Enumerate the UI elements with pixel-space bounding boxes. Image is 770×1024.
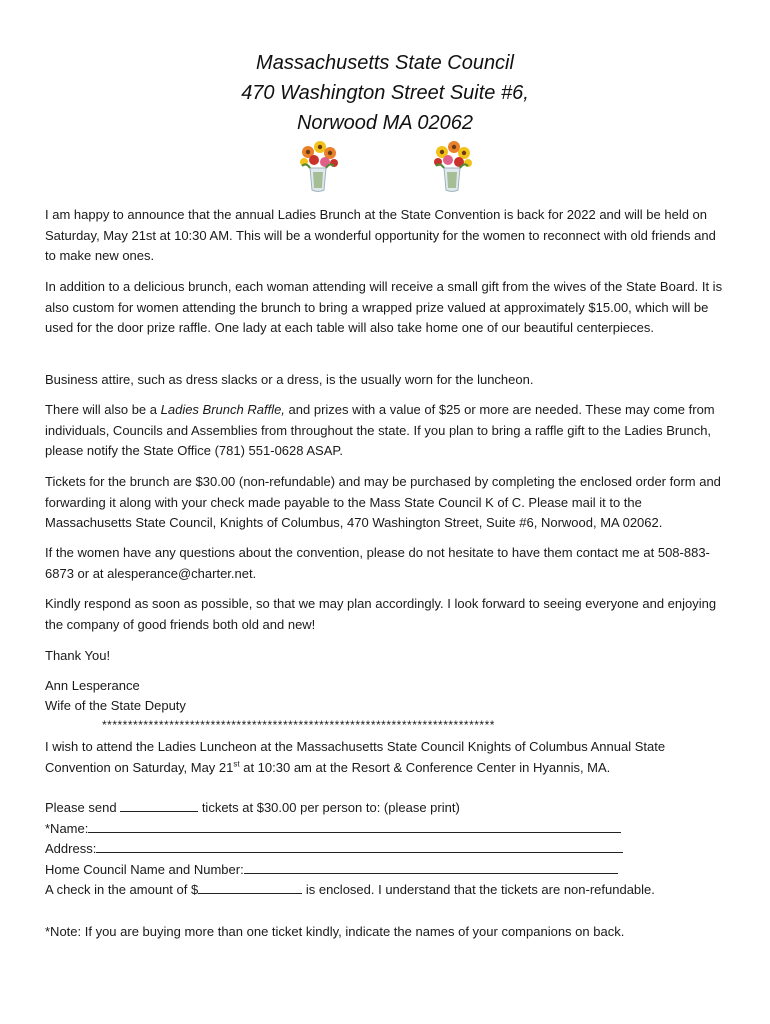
- address-label: Address:: [45, 841, 97, 856]
- name-label: *Name:: [45, 821, 89, 836]
- paragraph-gifts: In addition to a delicious brunch, each woman attending will receive a small gift from the wives of the State Board. It is also custom for women attending the brunch to bring a wrapped prize valued at approximately $15.00, which will be used for the door prize raffle. One lady at each table will also take home one of our beautiful centerpieces.: [45, 279, 723, 336]
- raffle-text-b: and prizes with a value of $25 or more are needed. These may come from individuals, Councils and Assemblies from throughout the state. If you plan to bring a raffle gift to the Ladies Brunch, please notify the State Office (781) 551-0628 ASAP.: [45, 402, 715, 459]
- check-amount-blank[interactable]: [198, 881, 302, 894]
- raffle-name: Ladies Brunch Raffle,: [160, 402, 285, 417]
- signer-title: Wife of the State Deputy: [45, 698, 186, 713]
- name-blank[interactable]: [88, 820, 621, 833]
- letterhead: [0, 48, 770, 138]
- ticket-count-blank[interactable]: [120, 799, 198, 812]
- send-label: Please send: [45, 800, 117, 815]
- raffle-text-a: There will also be a: [45, 402, 161, 417]
- separator-stars: ****************************************************************************: [102, 718, 495, 732]
- paragraph-respond: Kindly respond as soon as possible, so that we may plan accordingly. I look forward to seeing everyone and enjoying the company of good friends both old and new!: [45, 596, 717, 632]
- paragraph-questions: If the women have any questions about the convention, please do not hesitate to have them contact me at 508-883-6873 or at alesperance@charter.net.: [45, 545, 710, 581]
- form-intro-sup: st: [233, 759, 240, 769]
- form-name-line: [45, 819, 725, 840]
- send-label-b: tickets at $30.00 per person to: (please print): [201, 800, 460, 815]
- form-intro: [45, 737, 725, 778]
- signer-name: Ann Lesperance: [45, 678, 140, 693]
- form-address-line: [45, 839, 725, 860]
- form-send-line: [45, 798, 725, 819]
- paragraph-announcement: I am happy to announce that the annual Ladies Brunch at the State Convention is back for 2022 and will be held on Saturday, May 21st at 10:30 AM. This will be a wonderful opportunity for the women to reconnect with old friends and to make new ones.: [45, 207, 716, 264]
- flower-bouquet-icon: [430, 138, 474, 194]
- form-council-line: [45, 860, 725, 881]
- form-note: *Note: If you are buying more than one ticket kindly, indicate the names of your companions on back.: [45, 924, 625, 939]
- form-intro-a: I wish to attend the Ladies Luncheon at the Massachusetts State Council Knights of Columbus Annual State Convention on Saturday, May 21: [45, 739, 666, 775]
- check-label-b: is enclosed. I understand that the tickets are non-refundable.: [305, 882, 655, 897]
- council-blank[interactable]: [244, 861, 618, 874]
- letterhead-org: Massachusetts State Council: [256, 52, 514, 74]
- check-label: A check in the amount of $: [45, 882, 199, 897]
- paragraph-attire: Business attire, such as dress slacks or a dress, is the usually worn for the luncheon.: [45, 372, 534, 387]
- form-check-line: [45, 880, 725, 901]
- letterhead-city: Norwood MA 02062: [296, 112, 474, 134]
- closing-thanks: Thank You!: [45, 648, 111, 663]
- paragraph-raffle: [45, 400, 725, 462]
- flower-bouquet-icon: [296, 138, 340, 194]
- letterhead-street: 470 Washington Street Suite #6,: [241, 82, 529, 104]
- council-label: Home Council Name and Number:: [45, 862, 244, 877]
- form-intro-b: at 10:30 am at the Resort & Conference Center in Hyannis, MA.: [239, 759, 611, 775]
- address-blank[interactable]: [96, 840, 623, 853]
- paragraph-tickets: Tickets for the brunch are $30.00 (non-refundable) and may be purchased by completing the enclosed order form and forwarding it along with your check made payable to the Mass State Council K of C. Please mail it to the Massachusetts State Council, Knights of Columbus, 470 Washington Street, Suite #6, Norwood, MA 02062.: [45, 474, 721, 531]
